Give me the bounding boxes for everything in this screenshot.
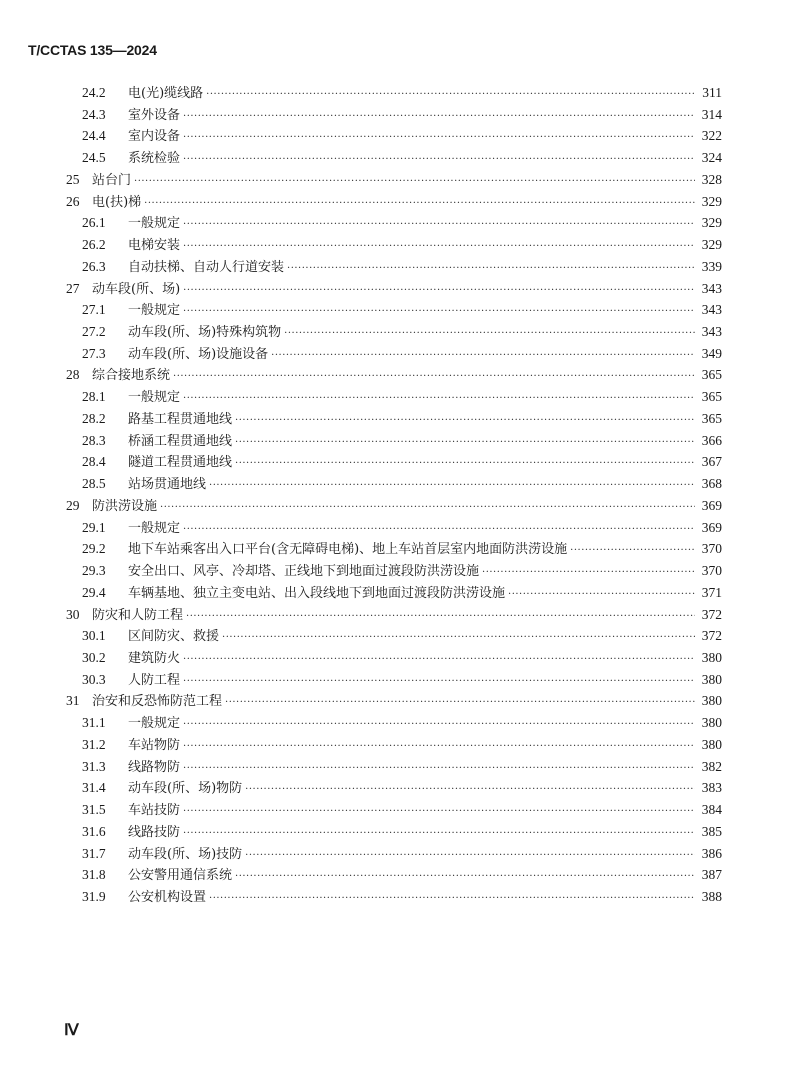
- toc-entry-page: 343: [701, 280, 722, 296]
- toc-dot-leader: [183, 759, 695, 779]
- toc-entry-number: 24.5: [82, 150, 106, 166]
- toc-section-entry[interactable]: [82, 300, 722, 320]
- toc-dot-leader: [173, 367, 695, 387]
- toc-section-entry[interactable]: [82, 670, 722, 690]
- toc-dot-leader: [245, 846, 695, 866]
- toc-entry-page: 322: [701, 128, 722, 144]
- toc-entry-page: 369: [701, 497, 722, 513]
- toc-entry-page: 383: [701, 780, 722, 796]
- toc-entry-page: 380: [701, 671, 722, 687]
- toc-entry-title: 动车段(所、场)技防: [128, 846, 243, 862]
- toc-section-entry[interactable]: [82, 83, 722, 103]
- toc-dot-leader: [183, 389, 695, 409]
- toc-section-entry[interactable]: [82, 213, 722, 233]
- toc-entry-page: 380: [701, 649, 722, 665]
- toc-dot-leader: [225, 693, 695, 713]
- toc-entry-title: 室内设备: [128, 129, 181, 145]
- toc-dot-leader: [183, 128, 695, 148]
- toc-dot-leader: [183, 107, 695, 127]
- toc-dot-leader: [245, 780, 695, 800]
- toc-entry-page: 328: [701, 171, 722, 187]
- toc-entry-number: 30.2: [82, 649, 106, 665]
- toc-entry-number: 31.3: [82, 758, 106, 774]
- toc-dot-leader: [183, 715, 695, 735]
- toc-dot-leader: [183, 150, 695, 170]
- toc-section-entry[interactable]: [82, 865, 722, 885]
- toc-entry-number: 30.1: [82, 628, 106, 644]
- toc-entry-title: 一般规定: [128, 216, 181, 232]
- toc-chapter-entry[interactable]: [66, 496, 722, 516]
- toc-entry-number: 31.6: [82, 823, 106, 839]
- toc-section-entry[interactable]: [82, 148, 722, 168]
- toc-entry-page: 314: [701, 106, 722, 122]
- toc-entry-number: 28: [66, 367, 80, 383]
- toc-entry-number: 28.1: [82, 389, 106, 405]
- toc-entry-page: 380: [701, 736, 722, 752]
- toc-entry-number: 29: [66, 497, 80, 513]
- toc-entry-title: 线路物防: [128, 759, 181, 775]
- toc-entry-page: 372: [701, 628, 722, 644]
- toc-entry-page: 380: [701, 693, 722, 709]
- toc-entry-title: 治安和反恐怖防范工程: [92, 694, 223, 710]
- toc-section-entry[interactable]: [82, 409, 722, 429]
- toc-entry-page: 365: [701, 367, 722, 383]
- toc-entry-number: 24.2: [82, 85, 106, 100]
- toc-entry-number: 26.1: [82, 215, 106, 231]
- toc-dot-leader: [209, 889, 695, 909]
- toc-chapter-entry[interactable]: [66, 192, 722, 212]
- toc-entry-title: 防灾和人防工程: [92, 607, 184, 623]
- toc-entry-title: 隧道工程贯通地线: [128, 455, 233, 471]
- toc-entry-page: 387: [701, 867, 722, 883]
- toc-chapter-entry[interactable]: [66, 365, 722, 385]
- toc-entry-title: 站台门: [92, 172, 132, 188]
- toc-entry-page: 380: [701, 715, 722, 731]
- toc-entry-title: 一般规定: [128, 303, 181, 319]
- toc-section-entry[interactable]: [82, 452, 722, 472]
- toc-entry-number: 24.3: [82, 106, 106, 122]
- toc-entry-title: 地下车站乘客出入口平台(含无障碍电梯)、地上车站首层室内地面防洪涝设施: [128, 542, 568, 558]
- toc-entry-page: 370: [701, 563, 722, 579]
- toc-entry-title: 安全出口、风亭、冷却塔、正线地下到地面过渡段防洪涝设施: [128, 564, 480, 580]
- toc-entry-page: 343: [701, 324, 722, 340]
- toc-entry-title: 电梯安装: [128, 238, 181, 254]
- toc-dot-leader: [508, 585, 695, 605]
- toc-dot-leader: [235, 454, 695, 474]
- toc-entry-number: 25: [66, 171, 80, 187]
- toc-section-entry[interactable]: [82, 344, 722, 364]
- toc-dot-leader: [186, 607, 695, 627]
- toc-section-entry[interactable]: [82, 757, 722, 777]
- toc-section-entry[interactable]: [82, 561, 722, 581]
- toc-entry-page: 371: [701, 584, 722, 600]
- toc-dot-leader: [235, 411, 695, 431]
- toc-entry-number: 31.1: [82, 715, 106, 731]
- toc-dot-leader: [183, 302, 695, 322]
- toc-entry-title: 站场贯通地线: [128, 477, 207, 493]
- toc-entry-number: 30.3: [82, 671, 106, 687]
- toc-dot-leader: [271, 346, 695, 366]
- toc-entry-title: 电(光)缆线路: [128, 86, 204, 101]
- toc-section-entry[interactable]: [82, 474, 722, 494]
- toc-dot-leader: [287, 259, 695, 279]
- toc-dot-leader: [183, 802, 695, 822]
- toc-entry-title: 动车段(所、场)设施设备: [128, 346, 269, 362]
- toc-dot-leader: [183, 737, 695, 757]
- toc-entry-page: 324: [701, 150, 722, 166]
- toc-section-entry[interactable]: [82, 431, 722, 451]
- toc-entry-title: 一般规定: [128, 520, 181, 536]
- toc-entry-title: 自动扶梯、自动人行道安装: [128, 259, 285, 275]
- toc-entry-number: 29.2: [82, 541, 106, 557]
- toc-section-entry[interactable]: [82, 887, 722, 907]
- toc-dot-leader: [209, 476, 695, 496]
- toc-section-entry[interactable]: [82, 778, 722, 798]
- toc-entry-title: 综合接地系统: [92, 368, 171, 384]
- toc-section-entry[interactable]: [82, 583, 722, 603]
- toc-section-entry[interactable]: [82, 822, 722, 842]
- toc-entry-title: 车辆基地、独立主变电站、出入段线地下到地面过渡段防洪涝设施: [128, 585, 506, 601]
- toc-entry-title: 系统检验: [128, 151, 181, 167]
- toc-section-entry[interactable]: [82, 648, 722, 668]
- toc-dot-leader: [134, 172, 695, 192]
- toc-entry-number: 31.8: [82, 867, 106, 883]
- toc-dot-leader: [222, 628, 695, 648]
- toc-dot-leader: [183, 824, 695, 844]
- toc-entry-number: 31.2: [82, 736, 106, 752]
- toc-entry-number: 26: [66, 193, 80, 209]
- toc-entry-page: 369: [701, 519, 722, 535]
- toc-entry-title: 动车段(所、场)物防: [128, 781, 243, 797]
- toc-entry-page: 382: [701, 758, 722, 774]
- toc-dot-leader: [183, 650, 695, 670]
- toc-entry-page: 368: [701, 476, 722, 492]
- document-code-header: T/CCTAS 135—2024: [28, 42, 157, 58]
- page-number-footer: Ⅳ: [64, 1022, 79, 1039]
- toc-entry-number: 27.2: [82, 324, 106, 340]
- toc-entry-page: 329: [701, 193, 722, 209]
- toc-dot-leader: [183, 215, 695, 235]
- toc-dot-leader: [160, 498, 695, 518]
- toc-entry-number: 28.3: [82, 432, 106, 448]
- toc-dot-leader: [482, 563, 695, 583]
- toc-entry-number: 29.1: [82, 519, 106, 535]
- toc-entry-title: 公安警用通信系统: [128, 868, 233, 884]
- toc-chapter-entry[interactable]: [66, 605, 722, 625]
- toc-dot-leader: [183, 520, 695, 540]
- toc-entry-title: 动车段(所、场)特殊构筑物: [128, 325, 282, 341]
- toc-entry-number: 26.3: [82, 258, 106, 274]
- toc-entry-title: 区间防灾、救援: [128, 629, 220, 645]
- toc-entry-title: 车站技防: [128, 803, 181, 819]
- toc-entry-number: 30: [66, 606, 80, 622]
- toc-section-entry[interactable]: [82, 800, 722, 820]
- toc-dot-leader: [570, 541, 695, 561]
- toc-entry-number: 28.4: [82, 454, 106, 470]
- toc-dot-leader: [183, 672, 695, 692]
- toc-entry-title: 一般规定: [128, 390, 181, 406]
- toc-entry-page: 385: [701, 823, 722, 839]
- toc-section-entry[interactable]: [82, 518, 722, 538]
- toc-dot-leader: [235, 433, 695, 453]
- toc-entry-page: 329: [701, 237, 722, 253]
- toc-entry-number: 31.5: [82, 802, 106, 818]
- toc-entry-number: 27.1: [82, 302, 106, 318]
- toc-section-entry[interactable]: [82, 235, 722, 255]
- toc-chapter-entry[interactable]: [66, 279, 722, 299]
- toc-entry-title: 建筑防火: [128, 650, 181, 666]
- toc-dot-leader: [183, 281, 695, 301]
- toc-section-entry[interactable]: [82, 735, 722, 755]
- toc-dot-leader: [206, 85, 695, 105]
- toc-section-entry[interactable]: [82, 257, 722, 277]
- toc-dot-leader: [284, 324, 695, 344]
- toc-entry-title: 路基工程贯通地线: [128, 411, 233, 427]
- toc-entry-number: 31.9: [82, 889, 106, 904]
- toc-entry-title: 电(扶)梯: [92, 194, 142, 210]
- toc-entry-number: 31: [66, 693, 80, 709]
- toc-entry-number: 29.3: [82, 563, 106, 579]
- toc-entry-page: 311: [702, 85, 722, 100]
- toc-entry-page: 372: [701, 606, 722, 622]
- toc-entry-number: 28.2: [82, 410, 106, 426]
- toc-entry-number: 26.2: [82, 237, 106, 253]
- toc-entry-page: 349: [701, 345, 722, 361]
- toc-dot-leader: [183, 237, 695, 257]
- toc-entry-number: 24.4: [82, 128, 106, 144]
- toc-dot-leader: [144, 194, 695, 214]
- toc-entry-number: 28.5: [82, 476, 106, 492]
- toc-entry-page: 388: [701, 889, 722, 904]
- toc-section-entry[interactable]: [82, 713, 722, 733]
- toc-entry-number: 31.7: [82, 845, 106, 861]
- toc-entry-page: 339: [701, 258, 722, 274]
- toc-section-entry[interactable]: [82, 322, 722, 342]
- toc-section-entry[interactable]: [82, 626, 722, 646]
- toc-entry-number: 29.4: [82, 584, 106, 600]
- toc-entry-title: 防洪涝设施: [92, 498, 158, 514]
- toc-entry-page: 343: [701, 302, 722, 318]
- toc-entry-title: 车站物防: [128, 737, 181, 753]
- toc-entry-title: 动车段(所、场): [92, 281, 181, 297]
- toc-entry-title: 桥涵工程贯通地线: [128, 433, 233, 449]
- toc-chapter-entry[interactable]: [66, 170, 722, 190]
- toc-entry-page: 367: [701, 454, 722, 470]
- toc-section-entry[interactable]: [82, 387, 722, 407]
- toc-entry-page: 386: [701, 845, 722, 861]
- toc-entry-number: 27.3: [82, 345, 106, 361]
- toc-entry-title: 线路技防: [128, 824, 181, 840]
- toc-section-entry[interactable]: [82, 844, 722, 864]
- toc-entry-page: 370: [701, 541, 722, 557]
- toc-chapter-entry[interactable]: [66, 691, 722, 711]
- toc-entry-page: 329: [701, 215, 722, 231]
- toc-entry-title: 一般规定: [128, 716, 181, 732]
- toc-entry-title: 人防工程: [128, 672, 181, 688]
- toc-entry-page: 366: [701, 432, 722, 448]
- toc-entry-number: 31.4: [82, 780, 106, 796]
- toc-entry-page: 365: [701, 410, 722, 426]
- toc-entry-number: 27: [66, 280, 80, 296]
- toc-entry-title: 室外设备: [128, 107, 181, 123]
- toc-section-entry[interactable]: [82, 105, 722, 125]
- toc-dot-leader: [235, 867, 695, 887]
- toc-section-entry[interactable]: [82, 126, 722, 146]
- toc-section-entry[interactable]: [82, 539, 722, 559]
- toc-entry-title: 公安机构设置: [128, 890, 207, 905]
- toc-entry-page: 365: [701, 389, 722, 405]
- toc-entry-page: 384: [701, 802, 722, 818]
